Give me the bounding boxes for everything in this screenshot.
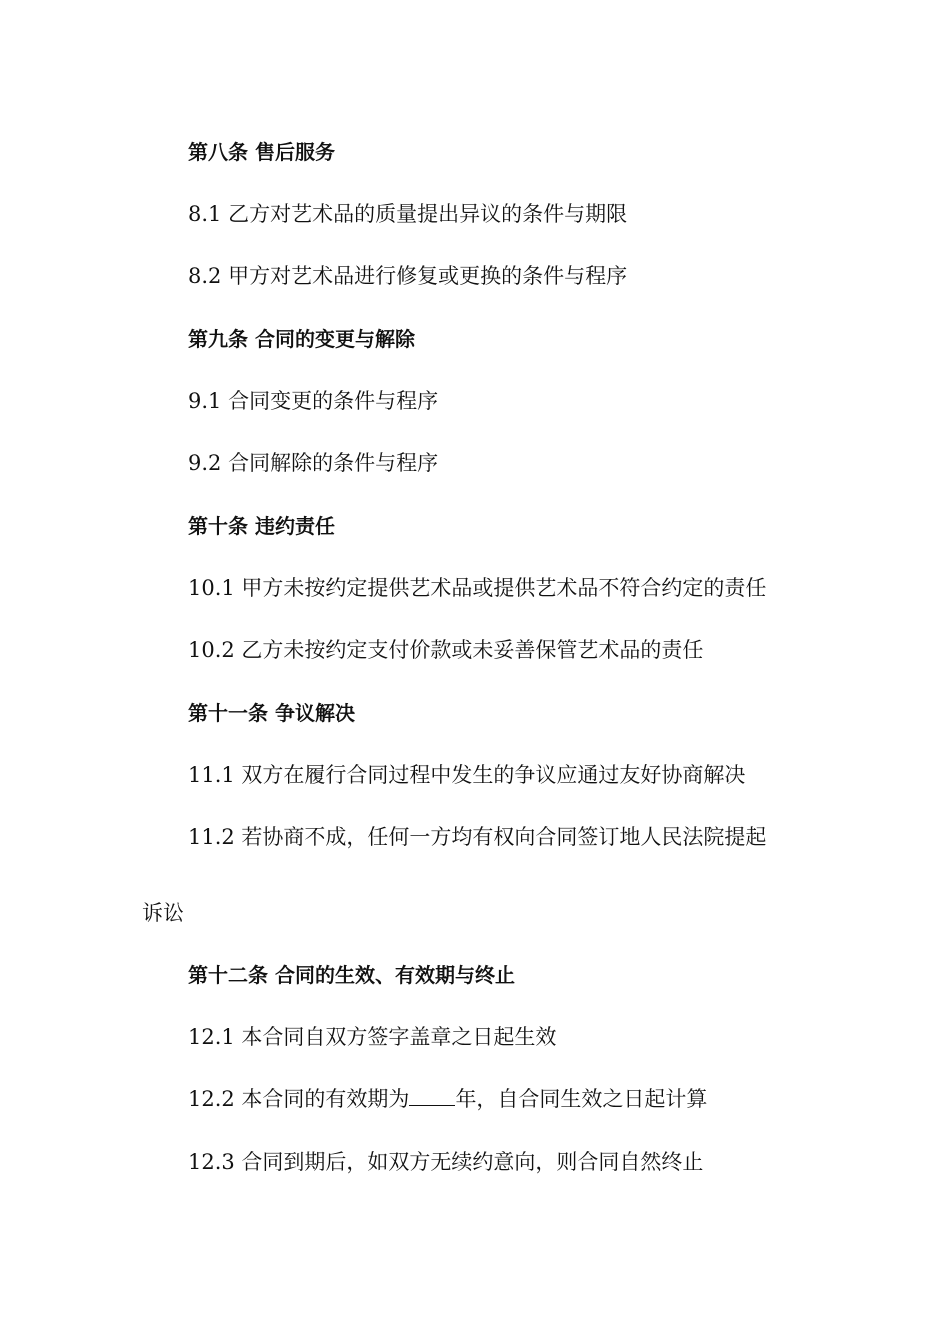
clause-11-2: 11.2 若协商不成，任何一方均有权向合同签订地人民法院提起	[188, 825, 767, 849]
clause-12-3: 12.3 合同到期后，如双方无续约意向，则合同自然终止	[188, 1150, 704, 1174]
clause-10-2: 10.2 乙方未按约定支付价款或未妥善保管艺术品的责任	[188, 638, 704, 662]
section-heading-8: 第八条 售后服务	[188, 140, 335, 164]
fill-in-blank	[409, 1087, 455, 1106]
section-heading-12: 第十二条 合同的生效、有效期与终止	[188, 963, 515, 987]
section-heading-11: 第十一条 争议解决	[188, 701, 355, 725]
clause-11-1: 11.1 双方在履行合同过程中发生的争议应通过友好协商解决	[188, 763, 746, 787]
clause-12-1: 12.1 本合同自双方签字盖章之日起生效	[188, 1025, 557, 1049]
section-heading-9: 第九条 合同的变更与解除	[188, 327, 415, 351]
clause-12-2	[188, 1083, 707, 1115]
clause-12-2-after-blank: 年，自合同生效之日起计算	[455, 1087, 708, 1111]
clause-12-2-before-blank: 12.2 本合同的有效期为	[188, 1087, 410, 1111]
clause-9-2: 9.2 合同解除的条件与程序	[188, 451, 439, 475]
clause-9-1: 9.1 合同变更的条件与程序	[188, 389, 439, 413]
clause-11-2-continuation: 诉讼	[142, 901, 184, 925]
clause-10-1: 10.1 甲方未按约定提供艺术品或提供艺术品不符合约定的责任	[188, 576, 767, 600]
section-heading-10: 第十条 违约责任	[188, 514, 335, 538]
clause-8-1: 8.1 乙方对艺术品的质量提出异议的条件与期限	[188, 202, 628, 226]
clause-8-2: 8.2 甲方对艺术品进行修复或更换的条件与程序	[188, 264, 628, 288]
